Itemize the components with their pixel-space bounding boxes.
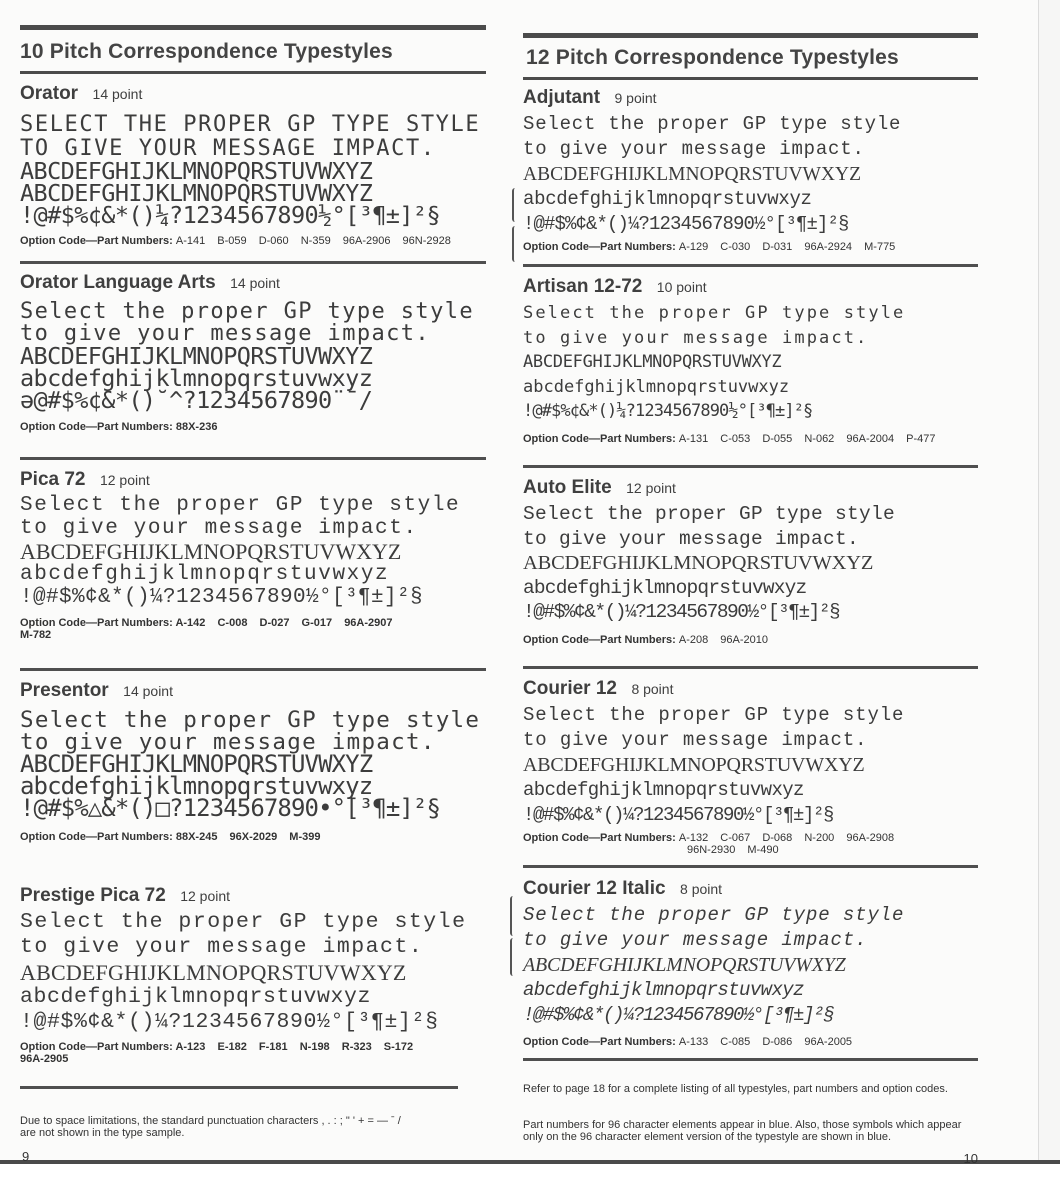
part-number: 88X-245 (175, 831, 218, 843)
part-number: A-141 (175, 235, 206, 247)
part-numbers: Option Code—Part Numbers: A-131 C-053 D-055 N-062 96A-2004 P-477 (523, 432, 936, 445)
part-numbers: Option Code—Part Numbers: A-129 C-030 D-031 96A-2924 M-775 (523, 241, 896, 253)
page-heading: 12 Pitch Correspondence Typestyles (526, 46, 899, 69)
part-number: N-200 (804, 832, 835, 844)
part-number: D-060 (258, 235, 289, 247)
part-number: C-053 (720, 432, 751, 445)
typestyle-pica-72 (20, 460, 486, 668)
part-number: 96A-2004 (846, 432, 895, 445)
sample-line: Select the proper GP type style (20, 910, 467, 934)
sample-line: !@#$%¢&*()¼?1234567890½°[³¶±]²§ (523, 213, 849, 235)
sample-line: abcdefghijklmnopqrstuvwxyz (20, 985, 372, 1009)
sample-line: !@#$%¢&*()¼?1234567890½°[³¶±]²§ (523, 804, 834, 826)
typestyle-courier-12-italic (523, 868, 978, 1058)
part-number: 96N-2930 (687, 844, 736, 856)
typestyle-name: Presentor (20, 680, 109, 701)
sample-line: Select the proper GP type style (20, 494, 461, 517)
sample-line: !@#$%¢&*()¼?1234567890½°[³¶±]²§ (20, 586, 424, 609)
part-number: F-181 (258, 1041, 288, 1053)
page-number: 9 (22, 1149, 30, 1164)
blue-part-numbers-note: Part numbers for 96 character elements appear in blue. Also, those symbols which appear only on the 96 character element version of the typestyle are shown in blue. (523, 1119, 962, 1143)
sample-line: abcdefghijklmnopqrstuvwxyz (20, 364, 373, 392)
sample-line: abcdefghijklmnopqrstuvwxyz (20, 772, 373, 800)
point-size: 12 point (99, 472, 150, 488)
part-numbers: Option Code—Part Numbers: 88X-245 96X-2029 M-399 (20, 831, 321, 843)
part-numbers: Option Code—Part Numbers: A-132 C-067 D-068 N-200 96A-2908 96N-2930 M-490 (523, 832, 895, 856)
binder-clip-mark (512, 226, 518, 262)
part-number: N-359 (300, 235, 331, 247)
sample-line: ABCDEFGHIJKLMNOPQRSTUVWXYZ (523, 552, 874, 574)
typestyle-name: Prestige Pica 72 (20, 885, 166, 906)
part-number: B-059 (217, 235, 247, 247)
part-number: A-132 (678, 832, 709, 844)
sample-line: ABCDEFGHIJKLMNOPQRSTUVWXYZ (523, 164, 862, 185)
typestyle-presentor (20, 671, 486, 873)
sample-line: !@#$%¢&*()¼?1234567890½°[³¶±]²§ (20, 201, 440, 229)
background (0, 1164, 1060, 1180)
part-number: 96A-2010 (720, 633, 768, 646)
part-number: M-782 (20, 629, 52, 641)
type-sample (523, 301, 978, 424)
point-size: 10 point (656, 279, 707, 295)
sample-line: Select the proper GP type style (523, 704, 905, 726)
part-number: N-062 (804, 432, 835, 445)
page-9 (20, 0, 486, 1164)
sample-line: to give your message impact. (20, 321, 431, 346)
typestyle-prestige-pica-72 (20, 876, 486, 1086)
sample-line: Select the proper GP type style (523, 113, 902, 135)
part-number: N-198 (299, 1041, 330, 1053)
sample-line: ə@#$%¢&*()˘^?1234567890¨¯/ (20, 386, 373, 414)
part-number: D-068 (762, 832, 793, 844)
type-sample (20, 299, 486, 414)
part-number: A-129 (678, 241, 709, 253)
typestyle-courier-12 (523, 669, 978, 865)
sample-line: !@#$%¢&*()¼?1234567890½°[³¶±]²§ (523, 401, 813, 421)
sample-line: ABCDEFGHIJKLMNOPQRSTUVWXYZ (20, 750, 373, 778)
sample-line: ABCDEFGHIJKLMNOPQRSTUVWXYZ (20, 179, 373, 207)
part-number: D-086 (762, 1036, 793, 1048)
typestyle-name: Courier 12 Italic (523, 878, 666, 899)
sample-line: ABCDEFGHIJKLMNOPQRSTUVWXYZ (20, 539, 402, 564)
sample-line: Select the proper GP type style (20, 707, 481, 733)
sample-line: abcdefghijklmnopqrstuvwxyz (523, 188, 812, 210)
part-number: G-017 (301, 617, 333, 629)
part-number: 88X-236 (175, 421, 218, 433)
part-number: 96A-2906 (342, 235, 391, 247)
sample-line: to give your message impact. (523, 138, 865, 160)
point-size: 14 point (230, 275, 280, 291)
type-sample (523, 903, 978, 1028)
sample-line: Select the proper GP type style (523, 503, 896, 525)
binder-clip-mark (512, 188, 518, 222)
typestyle-artisan-12-72 (523, 267, 978, 465)
point-size: 14 point (92, 86, 143, 102)
typestyle-name: Pica 72 (20, 469, 86, 490)
type-sample (523, 502, 978, 625)
sample-line: ABCDEFGHIJKLMNOPQRSTUVWXYZ (523, 754, 865, 776)
part-number: A-131 (678, 432, 709, 445)
part-number: S-172 (383, 1041, 414, 1053)
sample-line: to give your message impact. (20, 517, 418, 540)
sample-line: to give your message impact. (523, 527, 860, 550)
part-number: A-123 (175, 1041, 206, 1053)
punctuation-footnote: Due to space limitations, the standard punctuation characters , . : ; " ' + = — ˉ / are not shown in the type sample. (20, 1115, 401, 1139)
part-number: A-142 (175, 617, 206, 629)
page-heading: 10 Pitch Correspondence Typestyles (20, 40, 393, 63)
sample-line: to give your message impact. (523, 929, 868, 951)
sample-line: ABCDEFGHIJKLMNOPQRSTUVWXYZ (523, 954, 846, 976)
page-10 (523, 0, 978, 1166)
page-edge (1038, 0, 1060, 1180)
part-number: C-067 (720, 832, 751, 844)
sample-line: to give your message impact. (523, 327, 869, 348)
part-number: C-030 (720, 241, 751, 253)
sample-line: ABCDEFGHIJKLMNOPQRSTUVWXYZ (20, 342, 373, 370)
part-number: A-208 (678, 633, 709, 646)
refer-note: Refer to page 18 for a complete listing of all typestyles, part numbers and option codes. (523, 1083, 948, 1095)
part-numbers: Option Code—Part Numbers: A-208 96A-2010 (523, 633, 768, 646)
part-number: D-055 (762, 432, 793, 445)
sample-line: !@#$%¢&*()¼?1234567890½°[³¶±]²§ (523, 1004, 834, 1026)
part-number: 96A-2905 (20, 1053, 69, 1065)
part-number: D-027 (259, 617, 290, 629)
part-number: R-323 (341, 1041, 372, 1053)
typestyle-auto-elite (523, 468, 978, 666)
sample-line: TO GIVE YOUR MESSAGE IMPACT. (20, 136, 436, 161)
type-sample (20, 112, 486, 229)
sample-line: ABCDEFGHIJKLMNOPQRSTUVWXYZ (20, 960, 407, 985)
sample-line: to give your message impact. (523, 729, 868, 751)
sample-line: abcdefghijklmnopqrstuvwxyz (523, 779, 804, 801)
part-number: 96X-2029 (229, 831, 278, 843)
sample-line: abcdefghijklmnopqrstuvwxyz (523, 576, 807, 599)
part-numbers: Option Code—Part Numbers: A-133 C-085 D-086 96A-2005 (523, 1036, 853, 1048)
sample-line: abcdefghijklmnopqrstuvwxyz (523, 376, 790, 397)
part-number: M-490 (747, 844, 779, 856)
part-number: 96A-2005 (804, 1036, 853, 1048)
page-number: 10 (963, 1151, 978, 1166)
sample-line: ABCDEFGHIJKLMNOPQRSTUVWXYZ (523, 352, 782, 372)
point-size: 8 point (631, 681, 674, 697)
point-size: 12 point (180, 888, 231, 904)
part-numbers: Option Code—Part Numbers: A-123 E-182 F-181 N-198 R-323 S-172 96A-2905 (20, 1041, 414, 1065)
part-numbers: Option Code—Part Numbers: A-141 B-059 D-060 N-359 96A-2906 96N-2928 (20, 235, 451, 247)
sample-line: !@#$%¢&*()¼?1234567890½°[³¶±]²§ (523, 601, 840, 623)
sample-line: abcdefghijklmnopqrstuvwxyz (523, 979, 804, 1001)
typestyle-adjutant (523, 80, 978, 264)
part-number: 96A-2908 (846, 832, 895, 844)
part-number: M-399 (289, 831, 321, 843)
sample-line: ABCDEFGHIJKLMNOPQRSTUVWXYZ (20, 157, 373, 185)
typestyle-name: Orator Language Arts (20, 272, 216, 293)
sample-line: !@#$%△&*()□?1234567890•°[³¶±]²§ (20, 794, 441, 822)
typestyle-orator-language-arts (20, 264, 486, 457)
type-sample (523, 703, 978, 828)
typestyle-name: Adjutant (523, 87, 601, 108)
sample-line: to give your message impact. (20, 729, 436, 755)
part-number: P-477 (906, 432, 936, 445)
sample-line: abcdefghijklmnopqrstuvwxyz (20, 563, 390, 586)
sample-line: to give your message impact. (20, 935, 424, 959)
part-numbers: Option Code—Part Numbers: 88X-236 (20, 421, 218, 433)
part-number: M-775 (864, 241, 896, 253)
part-number: E-182 (217, 1041, 247, 1053)
part-number: 96N-2928 (402, 235, 451, 247)
part-number: 96A-2907 (344, 617, 393, 629)
sample-line: Select the proper GP type style (523, 904, 905, 926)
type-sample (523, 112, 978, 237)
sample-line: Select the proper GP type style (20, 299, 474, 324)
point-size: 14 point (123, 683, 173, 699)
part-number: A-133 (678, 1036, 709, 1048)
part-number: D-031 (762, 241, 793, 253)
typestyle-name: Artisan 12-72 (523, 276, 643, 297)
sample-line: !@#$%¢&*()¼?1234567890½°[³¶±]²§ (20, 1010, 439, 1034)
point-size: 12 point (626, 480, 676, 496)
sample-line: SELECT THE PROPER GP TYPE STYLE (20, 112, 481, 137)
typestyle-name: Courier 12 (523, 678, 617, 699)
part-number: C-008 (217, 617, 248, 629)
part-number: C-085 (720, 1036, 751, 1048)
binder-clip-mark (510, 938, 516, 976)
typestyle-orator (20, 74, 486, 261)
type-sample (20, 707, 486, 822)
typestyle-name: Orator (20, 83, 79, 104)
part-number: 96A-2924 (804, 241, 853, 253)
part-numbers: Option Code—Part Numbers: A-142 C-008 D-027 G-017 96A-2907 M-782 (20, 617, 393, 641)
sample-line: Select the proper GP type style (523, 303, 906, 323)
type-sample (20, 910, 486, 1035)
typestyle-name: Auto Elite (523, 477, 612, 498)
point-size: 8 point (680, 881, 723, 897)
binder-clip-mark (510, 896, 516, 936)
type-sample (20, 494, 486, 609)
point-size: 9 point (614, 90, 657, 106)
